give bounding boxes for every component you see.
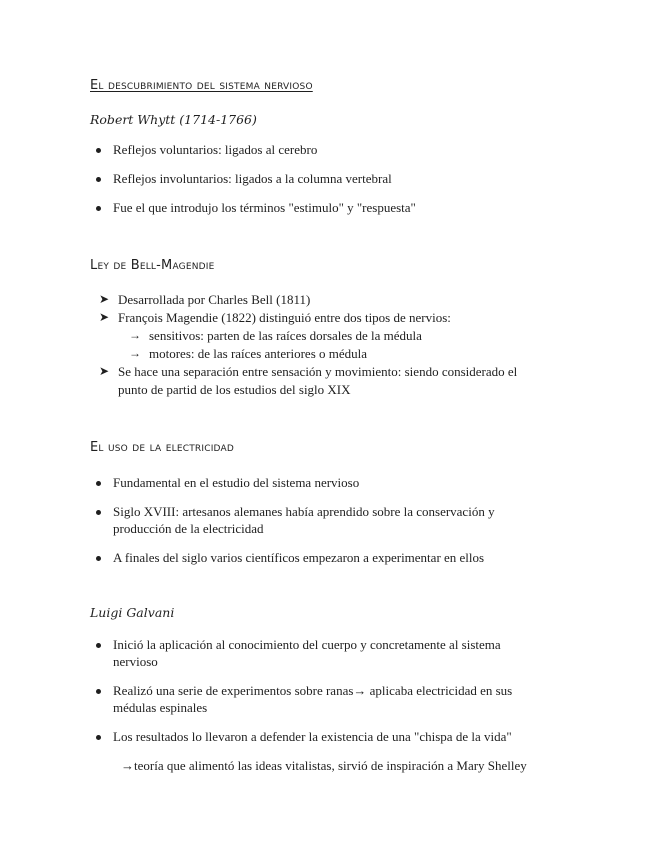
bullet-dot: [96, 643, 101, 648]
bullet-dot: [96, 735, 101, 740]
bullet-text: Los resultados lo llevaron a defender la existencia de una "chispa de la vida": [113, 729, 512, 744]
bullet-dot: [96, 689, 101, 694]
subtitle-robert-whytt: Robert Whytt (1714-1766): [90, 112, 257, 127]
bullet-dot: [96, 556, 101, 561]
bullet-text: Fue el que introdujo los términos "estimulo" y "respuesta": [113, 200, 416, 215]
bullet-text-continued: nervioso: [113, 654, 158, 669]
section-title-sistema-nervioso: El descubrimiento del sistema nervioso: [90, 78, 313, 93]
bullet-text: Reflejos involuntarios: ligados a la columna vertebral: [113, 171, 392, 186]
bullet-text: Inició la aplicación al conocimiento del cuerpo y concretamente al sistema: [113, 637, 501, 652]
note-text: →teoría que alimentó las ideas vitalistas, sirvió de inspiración a Mary Shelley: [121, 758, 527, 773]
list-item-text-continued: punto de partid de los estudios del siglo XIX: [118, 382, 351, 397]
bullet-text: Realizó una serie de experimentos sobre ranas→ aplicaba electricidad en sus: [113, 683, 513, 698]
bullet-text: Siglo XVIII: artesanos alemanes había aprendido sobre la conservación y: [113, 504, 495, 519]
sub-arrow-icon: →: [129, 346, 141, 360]
bullet-text-continued: médulas espinales: [113, 700, 208, 715]
bullet-text-continued: producción de la electricidad: [113, 521, 264, 536]
bullet-dot: [96, 148, 101, 153]
list-item-text: Se hace una separación entre sensación y movimiento: siendo considerado el: [118, 364, 518, 379]
bullet-dot: [96, 481, 101, 486]
bullet-dot: [96, 177, 101, 182]
arrow-bullet-icon: ➤: [99, 292, 110, 306]
sub-item-text: motores: de las raíces anteriores o médula: [149, 346, 368, 361]
bullet-dot: [96, 206, 101, 211]
bullet-text: Reflejos voluntarios: ligados al cerebro: [113, 142, 318, 157]
sub-item-text: sensitivos: parten de las raíces dorsales de la médula: [149, 328, 422, 343]
section-title-bell-magendie: Ley de Bell-Magendie: [90, 258, 215, 273]
bullet-text: Fundamental en el estudio del sistema nervioso: [113, 475, 360, 490]
arrow-bullet-icon: ➤: [99, 364, 110, 378]
bullet-text: A finales del siglo varios científicos empezaron a experimentar en ellos: [113, 550, 485, 565]
subtitle-luigi-galvani: Luigi Galvani: [90, 605, 175, 620]
list-item-text: Desarrollada por Charles Bell (1811): [118, 292, 311, 307]
section-title-electricidad: El uso de la electricidad: [90, 440, 235, 455]
bullet-dot: [96, 510, 101, 515]
arrow-bullet-icon: ➤: [99, 310, 110, 324]
sub-arrow-icon: →: [129, 328, 141, 342]
list-item-text: François Magendie (1822) distinguió entre dos tipos de nervios:: [118, 310, 451, 325]
